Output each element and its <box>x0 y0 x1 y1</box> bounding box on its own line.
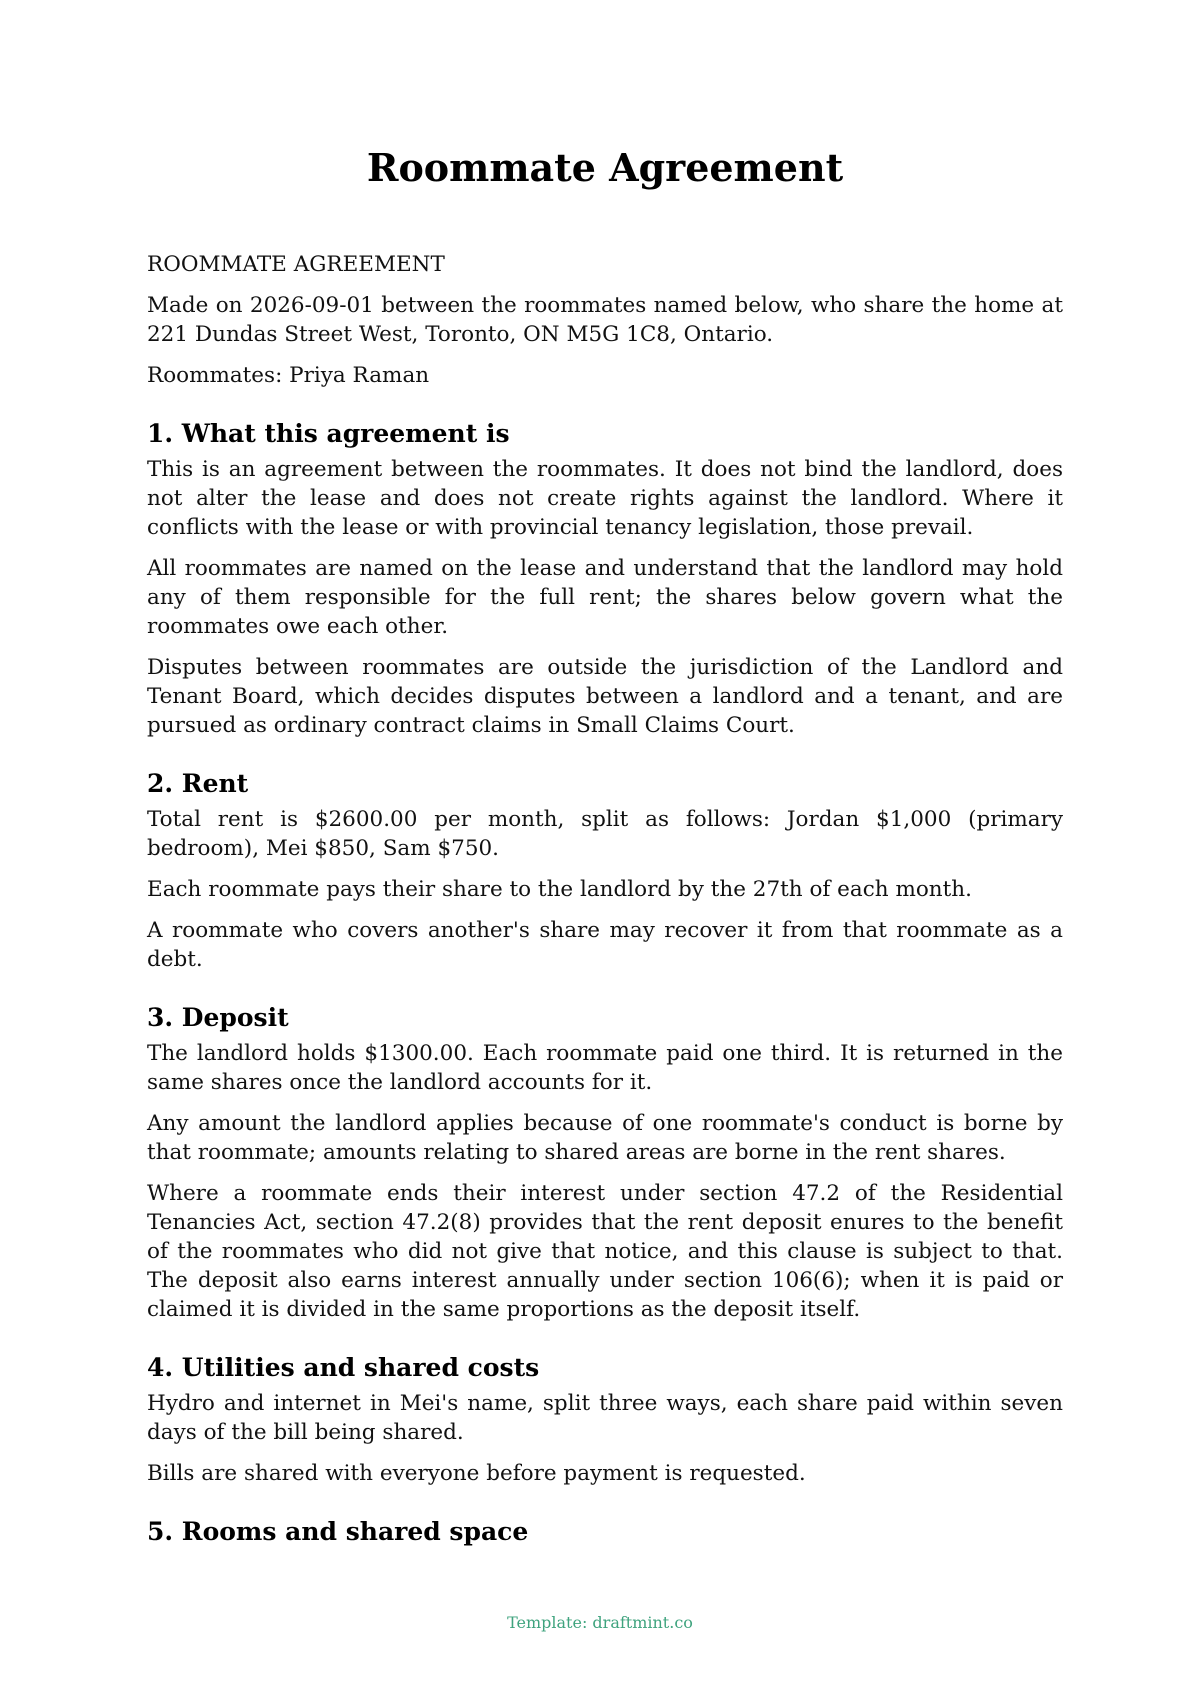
section-paragraph: This is an agreement between the roommates. It does not bind the landlord, does not alter the lease and does not create rights against the landlord. Where it conflicts with the lease or with provincial tenancy legislation, those prevail. <box>147 457 1063 540</box>
section-heading: 2. Rent <box>147 769 249 798</box>
section-deposit <box>147 1002 1063 1324</box>
document-title: Roommate Agreement <box>366 145 844 190</box>
section-paragraph: Where a roommate ends their interest under section 47.2 of the Residential Tenancies Act, section 47.2(8) provides that the rent deposit enures to the benefit of the roommates who did not give that notice, and this clause is subject to that. The deposit also earns interest annually under section 106(6); when it is paid or claimed it is divided in the same proportions as the deposit itself. <box>147 1181 1063 1322</box>
section-paragraph: Bills are shared with everyone before payment is requested. <box>147 1461 806 1486</box>
document-body <box>147 250 1063 1553</box>
section-heading: 4. Utilities and shared costs <box>147 1353 540 1382</box>
agreement-heading: ROOMMATE AGREEMENT <box>147 252 445 277</box>
section-heading: 1. What this agreement is <box>147 419 510 448</box>
template-footer: Template: draftmint.co <box>507 1613 693 1632</box>
intro-paragraph: Made on 2026-09-01 between the roommates named below, who share the home at 221 Dundas Street West, Toronto, ON M5G 1C8, Ontario. <box>147 293 1063 347</box>
section-paragraph: All roommates are named on the lease and understand that the landlord may hold any of them responsible for the full rent; the shares below govern what the roommates owe each other. <box>147 556 1063 639</box>
section-utilities <box>147 1352 1063 1488</box>
section-paragraph: Hydro and internet in Mei's name, split three ways, each share paid within seven days of the bill being shared. <box>147 1391 1063 1445</box>
section-paragraph: Total rent is $2600.00 per month, split as follows: Jordan $1,000 (primary bedroom), Mei $850, Sam $750. <box>147 807 1063 861</box>
section-paragraph: The landlord holds $1300.00. Each roommate paid one third. It is returned in the same shares once the landlord accounts for it. <box>147 1041 1063 1095</box>
section-heading: 3. Deposit <box>147 1003 289 1032</box>
section-heading: 5. Rooms and shared space <box>147 1517 529 1546</box>
roommates-line: Roommates: Priya Raman <box>147 363 430 388</box>
section-paragraph: Disputes between roommates are outside the jurisdiction of the Landlord and Tenant Board, which decides disputes between a landlord and a tenant, and are pursued as ordinary contract claims in Small Claims Court. <box>147 655 1063 738</box>
section-paragraph: Each roommate pays their share to the landlord by the 27th of each month. <box>147 877 972 902</box>
section-paragraph: A roommate who covers another's share may recover it from that roommate as a debt. <box>147 918 1063 972</box>
section-what-this-agreement-is <box>147 418 1063 740</box>
section-rooms <box>147 1516 1063 1548</box>
section-rent <box>147 768 1063 974</box>
section-paragraph: Any amount the landlord applies because of one roommate's conduct is borne by that roommate; amounts relating to shared areas are borne in the rent shares. <box>147 1111 1063 1165</box>
